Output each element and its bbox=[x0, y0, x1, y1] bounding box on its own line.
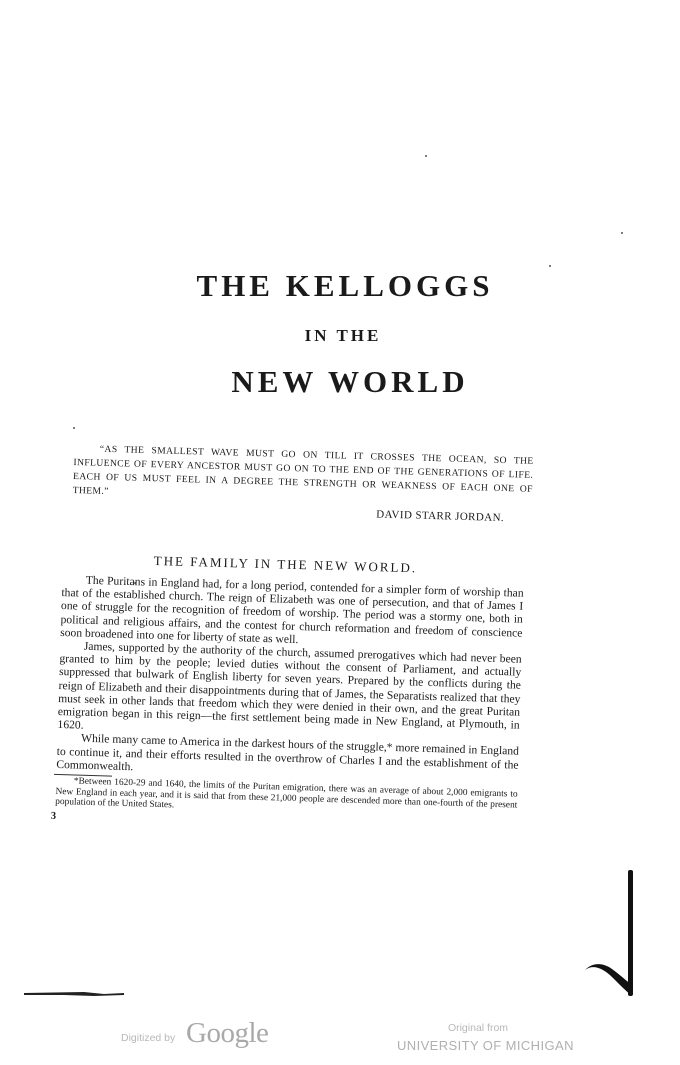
page-edge-hook bbox=[583, 962, 633, 996]
scan-smudge bbox=[24, 988, 124, 998]
paragraph: James, supported by the authority of the church, assumed prerogatives which had never been granted to him by the people; levied duties without the consent of Parliament, and actually suppressed that bulwark of English liberty for seven years. Prepared by the conflicts during the reign of Elizabeth and their disappointments during that of James, the Separatists realized that they must seek in other lands that freedom which they were denied in their own, and the great Puritan emigration began in this reign—the first settlement being made in New England, at Plymouth, in 1620. bbox=[57, 639, 522, 732]
paragraph: While many came to America in the darkest hours of the struggle,* more remained in England to continue it, and their efforts resulted in the overthrow of Charles I and the establishment of the Commonwealth. bbox=[56, 732, 520, 774]
paragraph: The Puritans in England had, for a long period, contended for a simpler form of worship than that of the established church. The reign of Elizabeth was one of persecution, and that of James I one of struggle for the recognition of freedom of worship. The period was a stormy one, both in political and religious affairs, and the contest for church reformation and freedom of conscience soon broadened into one for liberty of state as well. bbox=[60, 573, 524, 646]
section-heading: THE FAMILY IN THE NEW WORLD. bbox=[153, 553, 418, 576]
scan-speck bbox=[425, 155, 427, 157]
epigraph-attribution: DAVID STARR JORDAN. bbox=[376, 508, 505, 525]
scan-speck bbox=[73, 427, 75, 429]
university-label: UNIVERSITY OF MICHIGAN bbox=[397, 1038, 574, 1053]
digitized-by-label: Digitized by bbox=[121, 1032, 176, 1044]
book-title-line-2: IN THE bbox=[304, 326, 382, 345]
footnote-text: *Between 1620-29 and 1640, the limits of the Puritan emigration, there was an average of about 2,000 emigrants to New England in each year, and it is said that from these 21,000 people are descended more than one-fourth of the present population of the United States. bbox=[55, 776, 518, 811]
epigraph bbox=[72, 442, 534, 526]
epigraph-quote: “AS THE SMALLEST WAVE MUST GO ON TILL IT CROSSES THE OCEAN, SO THE INFLUENCE OF EVERY ANCESTOR MUST GO ON TO THE END OF THE GENERATIONS OF LIFE. EACH OF US MUST FEEL IN A DEGREE THE STRENGTH OR WEAKNESS OF EACH ONE OF THEM.” bbox=[72, 443, 534, 497]
original-from-label: Original from bbox=[447, 1022, 509, 1034]
scan-speck bbox=[549, 265, 551, 267]
page-number: 3 bbox=[50, 810, 57, 822]
book-title-line-1: THE KELLOGGS bbox=[196, 268, 494, 303]
scan-speck bbox=[621, 232, 623, 234]
google-logo: Google bbox=[186, 1017, 269, 1049]
book-title-line-3: NEW WORLD bbox=[231, 364, 469, 399]
body-text bbox=[50, 573, 524, 837]
